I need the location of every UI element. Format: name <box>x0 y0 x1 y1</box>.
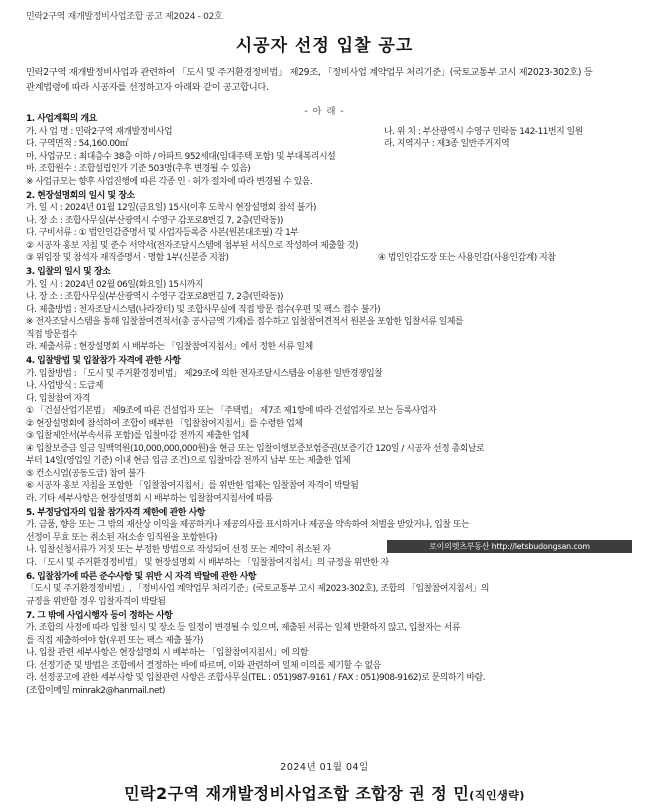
line-text: 「도시 및 주거환경정비법」, 「정비사업 계약업무 처리기준」(국토교통부 고시 제2023-302호), 조합의 「입찰참여지침서」의 <box>26 584 489 594</box>
page-title: 시공자 선정 입찰 공고 <box>235 36 414 56</box>
line-text: ※ 전자조달시스템을 통해 입찰참여견적서(총 공사금액 기재)를 접수하고 입찰참여견적서 원본을 포함한 입찰서류 일체를 <box>26 317 464 327</box>
line-text: 다. 입찰참여 자격 <box>26 393 90 404</box>
notice-line <box>26 202 316 214</box>
notice-line <box>26 480 358 492</box>
notice-line <box>26 252 556 264</box>
line-text: ⑤ 컨소시엄(공동도급) 참여 불가 <box>26 468 145 479</box>
notice-line <box>26 341 313 353</box>
notice-date: 2024년 01월 04일 <box>280 762 369 773</box>
notice-line <box>26 138 510 150</box>
notice-line <box>26 380 103 392</box>
line-text: 다. 선정기준 및 방법은 조합에서 결정하는 바에 따르며, 이와 관련하여 일체 이의를 제기할 수 없음 <box>26 660 381 671</box>
notice-line <box>26 455 350 467</box>
below-mark: - 아 래 - <box>304 106 345 117</box>
line-text: 7. 그 밖에 사업시행자 등이 정하는 사항 <box>26 610 173 621</box>
line-text: 바. 조합원수 : 조합설립인가 기준 503명(추후 변경될 수 있음) <box>26 164 251 174</box>
line-text: 라. 제출서류 : 현장설명회 시 배부하는 「입찰참여지침서」에서 정한 서류 일체 <box>26 342 313 352</box>
line-text: 나. 장 소 : 조합사무실(부산광역시 수영구 감포로8번길 7, 2층(민락동)) <box>26 215 283 226</box>
line-text: 가. 일 시 : 2024년 02월 06일(화요일) 15시까지 <box>26 279 203 290</box>
line-text: 다. 구비서류 : ① 법인인감증명서 및 사업자등록증 사본(원본대조필) 각 1부 <box>26 228 299 238</box>
section-heading <box>26 355 180 367</box>
section-heading <box>26 610 172 622</box>
line-right-text: 라. 지역지구 : 제3종 일반주거지역 <box>384 139 510 149</box>
line-text: 나. 입찰 관련 세부사항은 현장설명회 시 배부하는 「입찰참여지침서」에 의함 <box>26 648 308 658</box>
notice-line <box>26 151 335 163</box>
notice-line <box>26 405 436 417</box>
line-text: 5. 부정당업자의 입찰 참가자격 제한에 관한 사항 <box>26 507 205 518</box>
line-text: 나. 사업방식 : 도급제 <box>26 381 104 391</box>
notice-line <box>26 596 165 608</box>
notice-line <box>26 279 203 291</box>
notice-line <box>26 493 272 505</box>
line-text: 부터 14일(영업일 기준) 이내 현금 입금 조건)으로 입찰마감 전까지 납부 또는 제출한 업체 <box>26 456 351 466</box>
notice-line <box>26 635 203 647</box>
notice-line <box>26 672 485 684</box>
notice-line <box>26 393 90 405</box>
line-text: 다. 구역면적 : 54,160.00㎡ <box>26 139 129 149</box>
notice-line <box>26 316 463 328</box>
notice-line <box>26 240 358 252</box>
notice-line <box>26 329 77 341</box>
line-text: ※ 사업규모는 향후 사업진행에 따른 각종 인 · 허가 절차에 따라 변경될 수 있음. <box>26 176 313 187</box>
signature-line <box>0 781 649 804</box>
line-text: 가. 금품, 향응 또는 그 밖의 재산상 이익을 제공하거나 제공의사를 표시하거나 제공을 약속하여 처벌을 받았거나, 입찰 또는 <box>26 520 470 530</box>
notice-number: 민락2구역 재개발정비사업조합 공고 제2024 - 02호 <box>26 12 223 22</box>
line-text: 라. 선정공고에 관한 세부사항 및 입찰관련 사항은 조합사무실(TEL : 051)987-9161 / FAX : 051)908-9162)로 문의하기 바람. <box>26 673 486 683</box>
notice-line <box>26 519 469 531</box>
intro-paragraph: 민락2구역 재개발정비사업과 관련하여 「도시 및 주거환경정비법」 제29조, 「정비사업 계약업무 처리기준」(국토교통부 고시 제2023-302호) 등 관계법령에 따라 시공자를 선정하고자 아래와 같이 공고합니다. <box>26 67 593 93</box>
line-text: ② 시공자 홍보 지침 및 준수 서약서(전자조달시스템에 첨부된 서식으로 작성하여 제출할 것) <box>26 240 359 251</box>
line-text: 다. 「도시 및 주거환경정비법」 및 현장설명회 시 배부하는 「입찰참여지침서」의 규정을 위반한 자 <box>26 557 389 568</box>
line-text: ④ 입찰보증금 일금 일백억원(10,000,000,000원)을 현금 또는 입찰이행보증보험증권(보증기간 120일 / 시공자 선정 총회날로 <box>26 443 485 454</box>
notice-line <box>26 304 380 316</box>
line-text: 가. 일 시 : 2024년 01월 12일(금요일) 15시(이후 도착시 현장설명회 참석 불가) <box>26 203 316 213</box>
notice-line <box>26 685 165 697</box>
notice-line <box>26 215 283 227</box>
notice-line <box>26 532 217 544</box>
line-text: 가. 조합의 사정에 따라 입찰 일시 및 장소 등 일정이 변경될 수 있으며, 제출된 서류는 일체 반환하지 않고, 입찰자는 서류 <box>26 623 460 633</box>
notice-line <box>26 291 283 303</box>
line-text: 3. 입찰의 일시 및 장소 <box>26 267 111 277</box>
notice-line <box>26 418 303 430</box>
notice-line <box>26 430 249 442</box>
notice-line <box>26 557 389 569</box>
section-heading <box>26 113 97 125</box>
section-heading <box>26 571 256 583</box>
notice-line <box>26 544 331 556</box>
watermark-banner: 로이의렛츠부동산 http://letsbudongsan.com <box>387 540 632 553</box>
line-right-text: 나. 위 치 : 부산광역시 수영구 민락동 142-11번지 일원 <box>384 126 583 137</box>
notice-line <box>26 583 489 595</box>
line-text: 라. 기타 세부사항은 현장설명회 시 배부하는 입찰참여지침서에 따름 <box>26 493 273 504</box>
notice-line <box>26 443 484 455</box>
notice-line <box>26 163 250 175</box>
notice-line <box>26 622 460 634</box>
line-text: ⑥ 시공자 홍보 지침을 포함한 「입찰참여지침서」를 위반한 업체는 입찰참여 자격이 박탈됨 <box>26 481 359 491</box>
line-text: 규정을 위반할 경우 입찰자격이 박탈됨 <box>26 596 166 607</box>
line-text: 를 직접 제출하여야 함(우편 또는 팩스 제출 불가) <box>26 635 203 646</box>
line-text: ③ 입찰제안서(부속서류 포함)를 입찰마감 전까지 제출한 업체 <box>26 431 249 441</box>
notice-line <box>26 368 382 380</box>
line-text: ③ 위임장 및 참석자 재직증명서 · 명함 1부(신분증 지참) <box>26 253 229 263</box>
notice-line <box>26 227 298 239</box>
line-text: 가. 사 업 명 : 민락2구역 재개발정비사업 <box>26 126 173 137</box>
section-heading <box>26 266 110 278</box>
line-text: 4. 입찰방법 및 입찰참가 자격에 관한 사항 <box>26 356 181 366</box>
line-right-text: ④ 법인인감도장 또는 사용인감(사용인감계) 지참 <box>378 253 556 263</box>
line-text: 나. 입찰신청서류가 거짓 또는 부정한 방법으로 작성되어 선정 또는 계약이 취소된 자 <box>26 545 331 555</box>
line-text: 다. 제출방법 : 전자조달시스템(나라장터) 및 조합사무실에 직접 방문 접수(우편 및 팩스 접수 불가) <box>26 304 381 315</box>
line-text: 직접 방문접수 <box>26 329 78 340</box>
notice-line <box>26 647 308 659</box>
section-heading <box>26 190 135 202</box>
line-text: 나. 장 소 : 조합사무실(부산광역시 수영구 감포로8번길 7, 2층(민락동)) <box>26 292 283 302</box>
notice-line <box>26 660 381 672</box>
line-text: 가. 입찰방법 : 「도시 및 주거환경정비법」 제29조에 의한 전자조달시스템을 이용한 일반경쟁입찰 <box>26 368 383 379</box>
line-text: 마. 사업규모 : 최대층수 38층 이하 / 아파트 952세대(임대주택 포함) 및 부대복리시설 <box>26 151 336 162</box>
line-text: 6. 입찰참가에 따른 준수사항 및 위반 시 자격 박탈에 관한 사항 <box>26 571 257 582</box>
line-text: 선정이 무효 또는 취소된 자(소송 임직원을 포함한다) <box>26 532 217 543</box>
line-text: ② 현장설명회에 참석하여 조합이 배부한 「입찰참여지침서」를 수령한 업체 <box>26 418 303 429</box>
line-text: ① 「건설산업기본법」 제9조에 따른 건설업자 또는 「주택법」 제7조 제1항에 따라 건설업자로 보는 등록사업자 <box>26 406 437 416</box>
section-heading <box>26 507 205 519</box>
notice-line <box>26 468 144 480</box>
notice-line <box>26 176 312 188</box>
line-text: 2. 현장설명회의 일시 및 장소 <box>26 190 135 201</box>
line-text: (조합이메일 minrak2@hanmail.net) <box>26 685 166 696</box>
signature-name: 민락2구역 재개발정비사업조합 조합장 권 정 민 <box>124 784 470 803</box>
seal-omitted-note: (직인생략) <box>469 789 525 802</box>
line-text: 1. 사업계획의 개요 <box>26 114 97 124</box>
notice-line <box>26 126 583 138</box>
